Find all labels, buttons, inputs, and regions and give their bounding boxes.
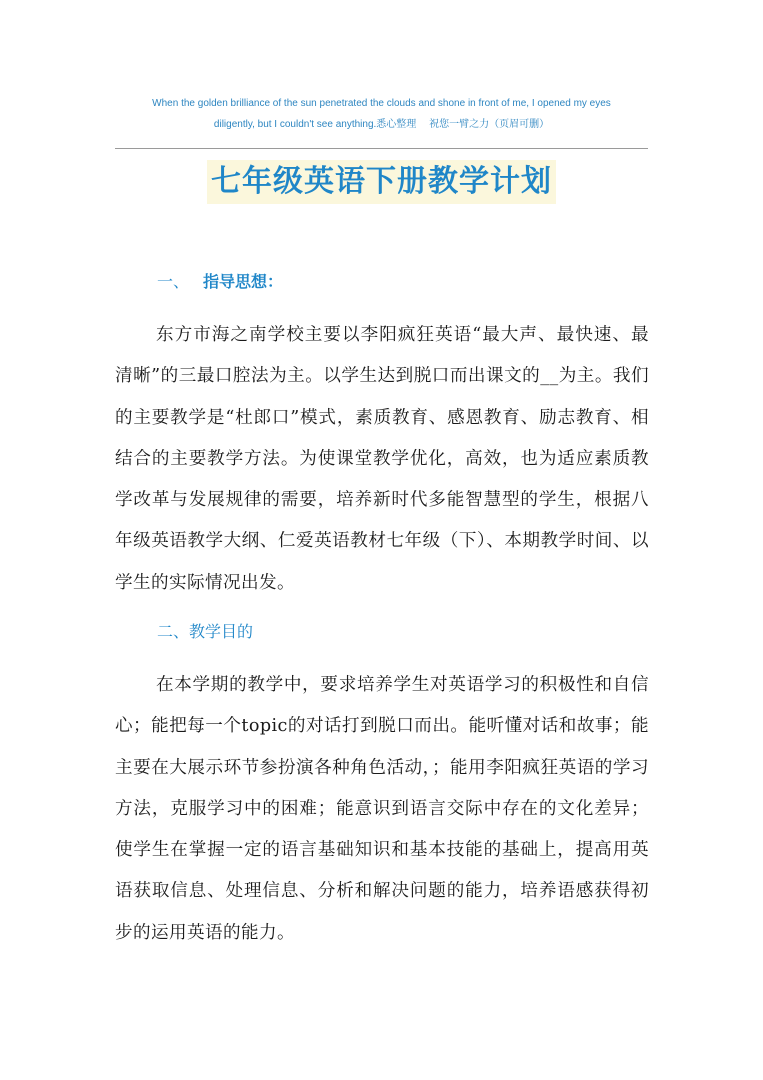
header-divider <box>115 148 648 149</box>
page-header <box>115 93 648 135</box>
document-title: 七年级英语下册教学计划 <box>207 160 556 204</box>
header-line-2-english: diligently, but I couldn't see anything. <box>213 119 377 130</box>
section-body-guiding-ideology: 东方市海之南学校主要以李阳疯狂英语“最大声、最快速、最清晰”的三最口腔法为主。以学生达到脱口而出课文的__为主。我们的主要教学是“杜郎口”模式，素质教育、感恩教育、励志教育、相结合的主要教学方法。为使课堂教学优化，高效，也为适应素质教学改革与发展规律的需要，培养新时代多能智慧型的学生，根据八年级英语教学大纲、仁爱英语教材七年级（下）、本期教学时间、以学生的实际情况出发。 <box>115 325 649 593</box>
section-heading-teaching-objectives: 二、教学目的 <box>157 622 254 641</box>
header-line-1: When the golden brilliance of the sun penetrated the clouds and shone in front of me, I opened my eyes <box>152 98 611 109</box>
header-line-2 <box>115 114 648 135</box>
section-heading-text: 指导思想： <box>203 272 284 291</box>
section-number: 一、 <box>157 272 190 291</box>
section-body-teaching-objectives: 在本学期的教学中，要求培养学生对英语学习的积极性和自信心；能把每一个topic的对话打到脱口而出。能听懂对话和故事；能主要在大展示环节参扮演各种角色活动，；能用李阳疯狂英语的学习方法，克服学习中的困难；能意识到语言交际中存在的文化差异；使学生在掌握一定的语言基础知识和基本技能的基础上，提高用英语获取信息、处理信息、分析和解决问题的能力，培养语感获得初步的运用英语的能力。 <box>115 675 649 943</box>
section-heading-guiding-ideology <box>157 270 283 294</box>
header-line-2-chinese: 悉心整理 祝您一臂之力（页眉可删） <box>376 119 550 130</box>
title-container <box>0 160 763 204</box>
